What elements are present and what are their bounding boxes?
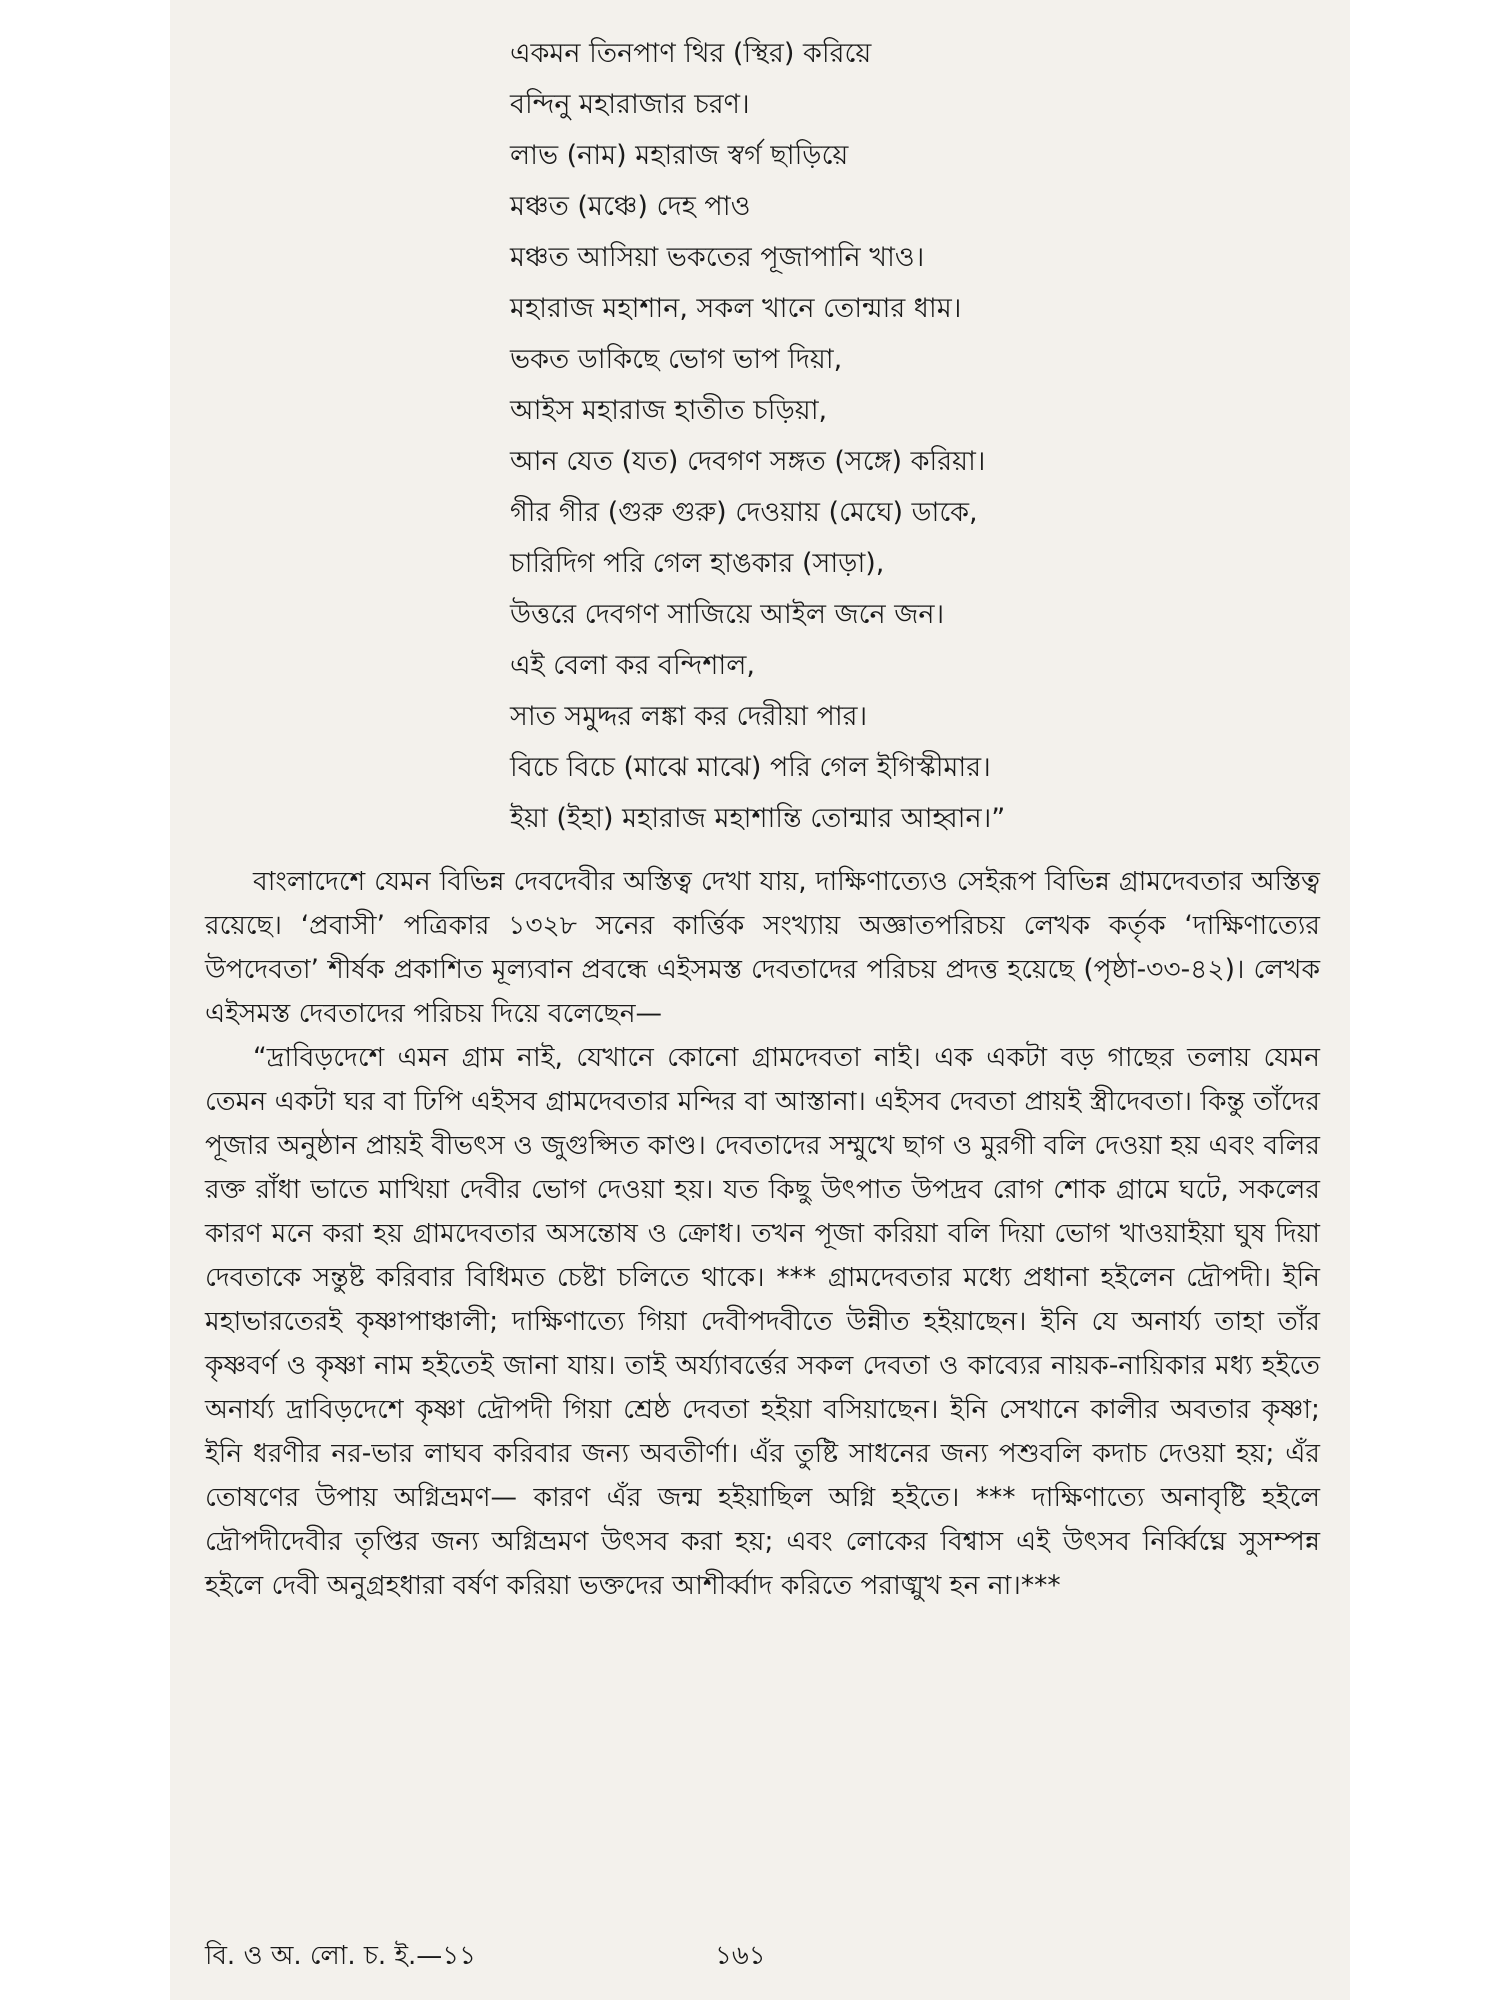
poem-line: একমন তিনপাণ থির (স্থির) করিয়ে [510, 38, 872, 69]
paragraph-quotation: “দ্রাবিড়দেশে এমন গ্রাম নাই, যেখানে কোনো গ্রামদেবতা নাই। এক একটা বড় গাছের তলায় যেমন তেমন একটা ঘর বা ঢিপি এইসব গ্রামদেবতার মন্দির বা আস্তানা। এইসব দেবতা প্রায়ই স্ত্রীদেবতা। কিন্তু তাঁদের পূজার অনুষ্ঠান প্রায়ই বীভৎস ও জুগুপ্সিত কাণ্ড। দেবতাদের সম্মুখে ছাগ ও মুরগী বলি দেওয়া হয় এবং বলির রক্ত রাঁধা ভাতে মাখিয়া দেবীর ভোগ দেওয়া হয়। যত কিছু উৎপাত উপদ্রব রোগ শোক গ্রামে ঘটে, সকলের কারণ মনে করা হয় গ্রামদেবতার অসন্তোষ ও ক্রোধ। তখন পূজা করিয়া বলি দিয়া ভোগ খাওয়াইয়া ঘুষ দিয়া দেবতাকে সন্তুষ্ট করিবার বিধিমত চেষ্টা চলিতে থাকে। *** গ্রামদেবতার মধ্যে প্রধানা হইলেন দ্রৌপদী। ইনি মহাভারতেরই কৃষ্ণাপাঞ্চালী; দাক্ষিণাত্যে গিয়া দেবীপদবীতে উন্নীত হইয়াছেন। ইনি যে অনার্য্য তাহা তাঁর কৃষ্ণবর্ণ ও কৃষ্ণা নাম হইতেই জানা যায়। তাই অর্য্যাবর্ত্তের সকল দেবতা ও কাব্যের নায়ক-নায়িকার মধ্য হইতে অনার্য্য দ্রাবিড়দেশে কৃষ্ণা দ্রৌপদী গিয়া শ্রেষ্ঠ দেবতা হইয়া বসিয়াছেন। ইনি সেখানে কালীর অবতার কৃষ্ণা; ইনি ধরণীর নর-ভার লাঘব করিবার জন্য অবতীর্ণা। এঁর তুষ্টি সাধনের জন্য পশুবলি কদাচ দেওয়া হয়; এঁর তোষণের উপায় অগ্নিভ্রমণ— কারণ এঁর জন্ম হইয়াছিল অগ্নি হইতে। *** দাক্ষিণাত্যে অনাবৃষ্টি হইলে দ্রৌপদীদেবীর তৃপ্তির জন্য অগ্নিভ্রমণ উৎসব করা হয়; এবং লোকের বিশ্বাস এই উৎসব নির্ব্বিঘ্নে সুসম্পন্ন হইলে দেবী অনুগ্রহধারা বর্ষণ করিয়া ভক্তদের আশীর্ব্বাদ করিতে পরাঙ্মুখ হন না।*** [205, 1042, 1320, 1601]
poem-line: সাত সমুদ্দর লঙ্কা কর দেরীয়া পার। [510, 701, 868, 732]
poem-line: চারিদিগ পরি গেল হাঙকার (সাড়া), [510, 548, 885, 579]
poem-line: মহারাজ মহাশান, সকল খানে তোন্মার ধাম। [510, 293, 962, 324]
poem-line: গীর গীর (গুরু গুরু) দেওয়ায় (মেঘে) ডাকে, [510, 497, 978, 528]
poem-line: আইস মহারাজ হাতীত চড়িয়া, [510, 395, 828, 426]
page-number: ১৬১ [715, 1941, 766, 1971]
poem-line: আন যেত (যত) দেবগণ সঙ্গত (সঙ্গে) করিয়া। [510, 446, 986, 477]
poem-line: লাভ (নাম) মহারাজ স্বর্গ ছাড়িয়ে [510, 140, 849, 171]
poem-line: বন্দিনু মহারাজার চরণ। [510, 89, 750, 120]
poem-line: বিচে বিচে (মাঝে মাঝে) পরি গেল ইগিস্কীমার। [510, 752, 991, 783]
page-footer [205, 1935, 1320, 1975]
poem-line: ভকত ডাকিছে ভোগ ভাপ দিয়া, [510, 344, 843, 375]
prose-block [205, 860, 1320, 1608]
poem-block [510, 28, 1250, 844]
footer-signature: বি. ও অ. লো. চ. ই.—১১ [205, 1941, 476, 1971]
paragraph-intro: বাংলাদেশে যেমন বিভিন্ন দেবদেবীর অস্তিত্ব দেখা যায়, দাক্ষিণাত্যেও সেইরূপ বিভিন্ন গ্রামদেবতার অস্তিত্ব রয়েছে। ‘প্রবাসী’ পত্রিকার ১৩২৮ সনের কার্ত্তিক সংখ্যায় অজ্ঞাতপরিচয় লেখক কর্তৃক ‘দাক্ষিণাত্যের উপদেবতা’ শীর্ষক প্রকাশিত মূল্যবান প্রবন্ধে এইসমস্ত দেবতাদের পরিচয় প্রদত্ত হয়েছে (পৃষ্ঠা-৩৩-৪২)। লেখক এইসমস্ত দেবতাদের পরিচয় দিয়ে বলেছেন— [205, 866, 1320, 1029]
poem-line: ইয়া (ইহা) মহারাজ মহাশান্তি তোন্মার আহ্বান।” [510, 803, 1006, 834]
poem-line: মঞ্চত (মঞ্চে) দেহ পাও [510, 191, 751, 222]
poem-line: এই বেলা কর বন্দিশাল, [510, 650, 755, 681]
poem-line: উত্তরে দেবগণ সাজিয়ে আইল জনে জন। [510, 599, 945, 630]
poem-line: মঞ্চত আসিয়া ভকতের পূজাপানি খাও। [510, 242, 925, 273]
